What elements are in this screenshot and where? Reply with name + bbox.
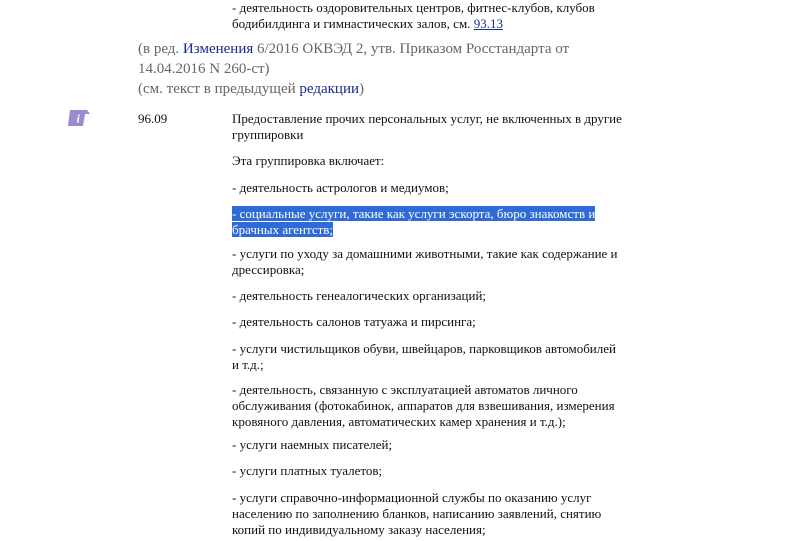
previous-edition-link[interactable]: редакции [299, 81, 360, 97]
list-item: - деятельность салонов татуажа и пирсинга; [232, 314, 476, 329]
edit-note-line3: (см. текст в предыдущей редакции) [138, 81, 365, 97]
list-item: - деятельность астрологов и медиумов; [232, 180, 449, 195]
list-item: - услуги по уходу за домашними животными, такие как содержание и дрессировка; [232, 246, 618, 277]
list-item: - услуги чистильщиков обуви, швейцаров, парковщиков автомобилей и т.д.; [232, 341, 616, 372]
list-item: - услуги наемных писателей; [232, 437, 393, 452]
info-comment-icon[interactable] [68, 110, 90, 126]
svg-text:i: i [76, 111, 80, 126]
link-93-13[interactable]: 93.13 [473, 16, 503, 31]
top-item-line2: бодибилдинга и гимнастических залов, см. 93.13 [232, 16, 503, 31]
edit-note-line2: 14.04.2016 N 260-ст) [138, 61, 270, 77]
edit-note [138, 39, 569, 99]
okved-code: 96.09 [138, 111, 168, 126]
group-title: Предоставление прочих персональных услуг, не включенных в другие группировки [232, 111, 622, 142]
changes-link[interactable]: Изменения [182, 41, 254, 57]
list-item: - услуги справочно-информационной службы по оказанию услуг населению по заполнению бланков, написанию заявлений, снятию копий по индивидуальному заказу населения; [232, 490, 602, 537]
edit-note-line1: (в ред. Изменения 6/2016 ОКВЭД 2, утв. Приказом Росстандарта от [138, 41, 570, 57]
list-item-highlighted: - социальные услуги, такие как услуги эскорта, бюро знакомств и брачных агентств; [232, 206, 596, 237]
top-item-line1: - деятельность оздоровительных центров, фитнес-клубов, клубов [232, 0, 595, 15]
list-item: - деятельность генеалогических организаций; [232, 288, 487, 303]
list-item: - услуги платных туалетов; [232, 463, 383, 478]
list-item: - деятельность, связанную с эксплуатацией автоматов личного обслуживания (фотокабинок, аппаратов для взвешивания, измерения кровяного давления, автоматических камер хранения и т.д.); [232, 382, 615, 429]
includes-heading: Эта группировка включает: [232, 153, 385, 168]
top-item [232, 0, 595, 32]
